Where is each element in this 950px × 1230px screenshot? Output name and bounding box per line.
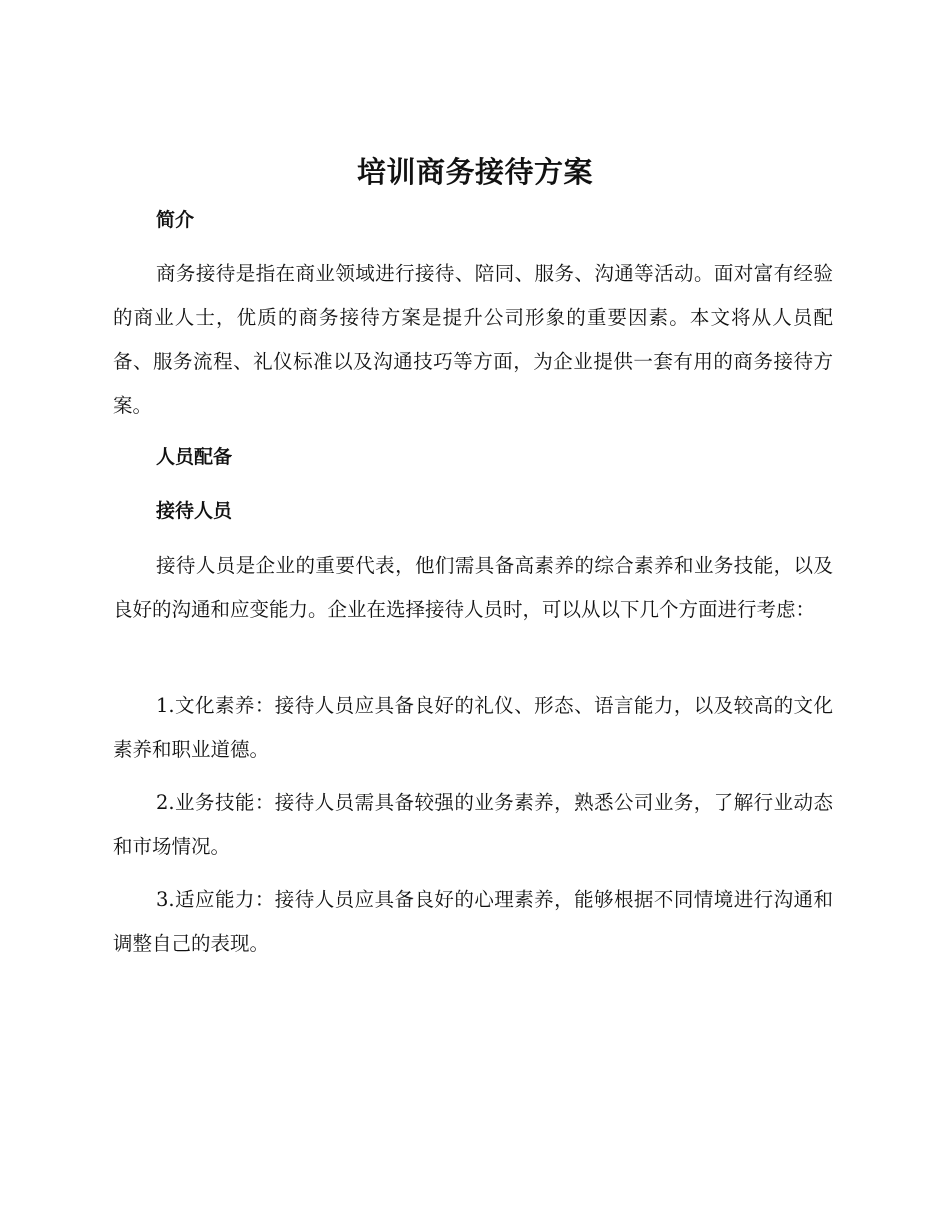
section-heading-intro: 简介 xyxy=(156,209,195,231)
paragraph-intro: 商务接待是指在商业领域进行接待、陪同、服务、沟通等活动。面对富有经验的商业人士，优质的商务接待方案是提升公司形象的重要因素。本文将从人员配备、服务流程、礼仪标准以及沟通技巧等方面，为企业提供一套有用的商务接待方案。 xyxy=(113,262,833,417)
section-heading-staffing: 人员配备 xyxy=(156,446,233,468)
paragraph-receptionists: 接待人员是企业的重要代表，他们需具备高素养的综合素养和业务技能，以及良好的沟通和应变能力。企业在选择接待人员时，可以从以下几个方面进行考虑： xyxy=(113,554,833,621)
list-item-culture: 1.文化素养：接待人员应具备良好的礼仪、形态、语言能力，以及较高的文化素养和职业道德。 xyxy=(113,694,833,761)
subsection-heading-receptionists: 接待人员 xyxy=(156,500,233,522)
page-title: 培训商务接待方案 xyxy=(356,155,593,189)
list-item-business-skills: 2.业务技能：接待人员需具备较强的业务素养，熟悉公司业务，了解行业动态和市场情况。 xyxy=(113,791,833,858)
list-item-adaptability: 3.适应能力：接待人员应具备良好的心理素养，能够根据不同情境进行沟通和调整自己的表现。 xyxy=(113,888,833,955)
